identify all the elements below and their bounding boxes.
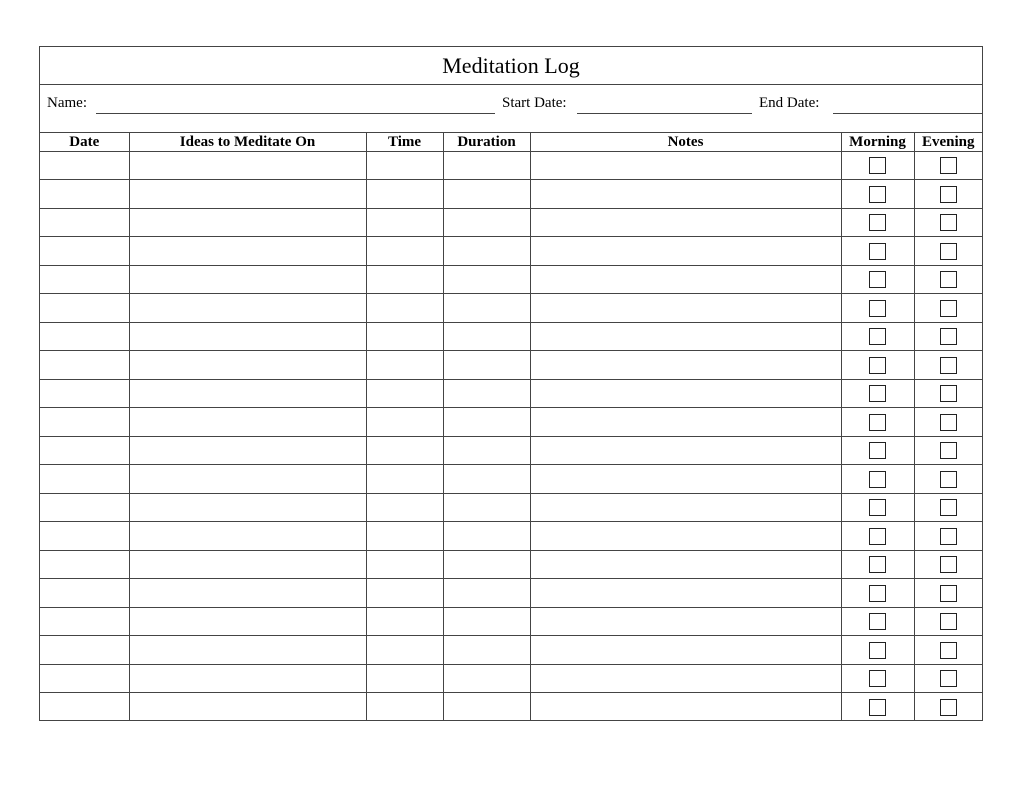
time-cell[interactable] — [366, 408, 443, 437]
date-cell[interactable] — [40, 237, 129, 266]
duration-cell[interactable] — [443, 180, 530, 209]
date-cell[interactable] — [40, 493, 129, 522]
morning-cell — [841, 208, 914, 237]
page-title: Meditation Log — [40, 47, 982, 85]
table-row — [40, 436, 982, 465]
table-row — [40, 237, 982, 266]
morning-checkbox[interactable] — [869, 385, 886, 402]
ideas-cell[interactable] — [129, 693, 366, 722]
morning-checkbox[interactable] — [869, 699, 886, 716]
evening-cell — [914, 180, 982, 209]
evening-cell — [914, 379, 982, 408]
table-row — [40, 351, 982, 380]
ideas-cell[interactable] — [129, 180, 366, 209]
end-date-label: End Date: — [759, 95, 820, 111]
date-cell[interactable] — [40, 208, 129, 237]
evening-cell — [914, 237, 982, 266]
time-cell[interactable] — [366, 237, 443, 266]
info-row — [40, 85, 982, 133]
time-cell[interactable] — [366, 436, 443, 465]
notes-cell[interactable] — [530, 237, 841, 266]
evening-checkbox[interactable] — [940, 214, 957, 231]
column-header-morning: Morning — [841, 133, 914, 151]
date-cell[interactable] — [40, 151, 129, 180]
date-cell[interactable] — [40, 636, 129, 665]
duration-cell[interactable] — [443, 436, 530, 465]
evening-cell — [914, 351, 982, 380]
morning-cell — [841, 265, 914, 294]
date-cell[interactable] — [40, 436, 129, 465]
morning-cell — [841, 636, 914, 665]
evening-checkbox[interactable] — [940, 670, 957, 687]
ideas-cell[interactable] — [129, 636, 366, 665]
table-row — [40, 579, 982, 608]
time-cell[interactable] — [366, 522, 443, 551]
ideas-cell[interactable] — [129, 436, 366, 465]
notes-cell[interactable] — [530, 465, 841, 494]
notes-cell[interactable] — [530, 579, 841, 608]
notes-cell[interactable] — [530, 522, 841, 551]
duration-cell[interactable] — [443, 493, 530, 522]
morning-checkbox[interactable] — [869, 414, 886, 431]
table-row — [40, 265, 982, 294]
evening-checkbox[interactable] — [940, 499, 957, 516]
evening-checkbox[interactable] — [940, 414, 957, 431]
morning-checkbox[interactable] — [869, 642, 886, 659]
time-cell[interactable] — [366, 664, 443, 693]
morning-checkbox[interactable] — [869, 585, 886, 602]
morning-cell — [841, 579, 914, 608]
notes-cell[interactable] — [530, 408, 841, 437]
time-cell[interactable] — [366, 636, 443, 665]
date-cell[interactable] — [40, 607, 129, 636]
evening-checkbox[interactable] — [940, 613, 957, 630]
morning-checkbox[interactable] — [869, 186, 886, 203]
morning-cell — [841, 379, 914, 408]
evening-checkbox[interactable] — [940, 243, 957, 260]
ideas-cell[interactable] — [129, 322, 366, 351]
notes-cell[interactable] — [530, 636, 841, 665]
table-row — [40, 408, 982, 437]
duration-cell[interactable] — [443, 351, 530, 380]
morning-cell — [841, 180, 914, 209]
evening-cell — [914, 408, 982, 437]
duration-cell[interactable] — [443, 265, 530, 294]
evening-cell — [914, 208, 982, 237]
duration-cell[interactable] — [443, 607, 530, 636]
table-row — [40, 636, 982, 665]
morning-checkbox[interactable] — [869, 157, 886, 174]
time-cell[interactable] — [366, 465, 443, 494]
column-header-time: Time — [366, 133, 443, 151]
morning-checkbox[interactable] — [869, 243, 886, 260]
notes-cell[interactable] — [530, 607, 841, 636]
evening-checkbox[interactable] — [940, 528, 957, 545]
morning-cell — [841, 550, 914, 579]
morning-checkbox[interactable] — [869, 300, 886, 317]
date-cell[interactable] — [40, 408, 129, 437]
date-cell[interactable] — [40, 465, 129, 494]
notes-cell[interactable] — [530, 208, 841, 237]
time-cell[interactable] — [366, 493, 443, 522]
evening-cell — [914, 322, 982, 351]
evening-checkbox[interactable] — [940, 357, 957, 374]
morning-cell — [841, 151, 914, 180]
log-table — [40, 133, 982, 721]
date-cell[interactable] — [40, 550, 129, 579]
time-cell[interactable] — [366, 265, 443, 294]
notes-cell[interactable] — [530, 180, 841, 209]
morning-cell — [841, 664, 914, 693]
table-row — [40, 180, 982, 209]
ideas-cell[interactable] — [129, 664, 366, 693]
notes-cell[interactable] — [530, 322, 841, 351]
duration-cell[interactable] — [443, 322, 530, 351]
date-cell[interactable] — [40, 693, 129, 722]
column-header-evening: Evening — [914, 133, 982, 151]
morning-checkbox[interactable] — [869, 556, 886, 573]
notes-cell[interactable] — [530, 351, 841, 380]
time-cell[interactable] — [366, 693, 443, 722]
time-cell[interactable] — [366, 208, 443, 237]
table-row — [40, 664, 982, 693]
morning-checkbox[interactable] — [869, 271, 886, 288]
morning-cell — [841, 322, 914, 351]
evening-cell — [914, 550, 982, 579]
morning-cell — [841, 465, 914, 494]
table-body — [40, 151, 982, 721]
evening-checkbox[interactable] — [940, 699, 957, 716]
ideas-cell[interactable] — [129, 265, 366, 294]
evening-checkbox[interactable] — [940, 385, 957, 402]
time-cell[interactable] — [366, 151, 443, 180]
table-row — [40, 294, 982, 323]
meditation-log-sheet — [39, 46, 983, 721]
morning-cell — [841, 237, 914, 266]
evening-checkbox[interactable] — [940, 556, 957, 573]
ideas-cell[interactable] — [129, 294, 366, 323]
ideas-cell[interactable] — [129, 379, 366, 408]
evening-cell — [914, 151, 982, 180]
evening-checkbox[interactable] — [940, 642, 957, 659]
column-header-ideas: Ideas to Meditate On — [129, 133, 366, 151]
morning-checkbox[interactable] — [869, 214, 886, 231]
ideas-cell[interactable] — [129, 237, 366, 266]
notes-cell[interactable] — [530, 294, 841, 323]
ideas-cell[interactable] — [129, 607, 366, 636]
duration-cell[interactable] — [443, 579, 530, 608]
morning-cell — [841, 693, 914, 722]
morning-cell — [841, 294, 914, 323]
morning-cell — [841, 436, 914, 465]
duration-cell[interactable] — [443, 151, 530, 180]
name-label: Name: — [47, 95, 87, 111]
table-header-row — [40, 133, 982, 151]
morning-cell — [841, 522, 914, 551]
notes-cell[interactable] — [530, 693, 841, 722]
duration-cell[interactable] — [443, 693, 530, 722]
time-cell[interactable] — [366, 322, 443, 351]
morning-cell — [841, 607, 914, 636]
table-row — [40, 493, 982, 522]
time-cell[interactable] — [366, 379, 443, 408]
notes-cell[interactable] — [530, 379, 841, 408]
evening-cell — [914, 607, 982, 636]
notes-cell[interactable] — [530, 151, 841, 180]
duration-cell[interactable] — [443, 237, 530, 266]
evening-cell — [914, 265, 982, 294]
date-cell[interactable] — [40, 180, 129, 209]
duration-cell[interactable] — [443, 208, 530, 237]
table-row — [40, 607, 982, 636]
morning-checkbox[interactable] — [869, 357, 886, 374]
column-header-date: Date — [40, 133, 129, 151]
morning-cell — [841, 493, 914, 522]
date-cell[interactable] — [40, 664, 129, 693]
duration-cell[interactable] — [443, 664, 530, 693]
end-date-field[interactable] — [833, 113, 982, 114]
ideas-cell[interactable] — [129, 465, 366, 494]
notes-cell[interactable] — [530, 493, 841, 522]
time-cell[interactable] — [366, 294, 443, 323]
ideas-cell[interactable] — [129, 151, 366, 180]
table-row — [40, 693, 982, 722]
evening-cell — [914, 579, 982, 608]
date-cell[interactable] — [40, 379, 129, 408]
morning-checkbox[interactable] — [869, 528, 886, 545]
notes-cell[interactable] — [530, 550, 841, 579]
evening-cell — [914, 493, 982, 522]
ideas-cell[interactable] — [129, 208, 366, 237]
evening-cell — [914, 636, 982, 665]
evening-cell — [914, 294, 982, 323]
table-row — [40, 465, 982, 494]
date-cell[interactable] — [40, 522, 129, 551]
evening-cell — [914, 436, 982, 465]
start-date-label: Start Date: — [502, 95, 567, 111]
ideas-cell[interactable] — [129, 408, 366, 437]
morning-checkbox[interactable] — [869, 328, 886, 345]
table-row — [40, 522, 982, 551]
table-row — [40, 550, 982, 579]
ideas-cell[interactable] — [129, 550, 366, 579]
date-cell[interactable] — [40, 579, 129, 608]
date-cell[interactable] — [40, 322, 129, 351]
evening-checkbox[interactable] — [940, 442, 957, 459]
duration-cell[interactable] — [443, 550, 530, 579]
evening-cell — [914, 664, 982, 693]
morning-cell — [841, 351, 914, 380]
morning-cell — [841, 408, 914, 437]
evening-checkbox[interactable] — [940, 471, 957, 488]
evening-cell — [914, 465, 982, 494]
notes-cell[interactable] — [530, 436, 841, 465]
morning-checkbox[interactable] — [869, 471, 886, 488]
column-header-duration: Duration — [443, 133, 530, 151]
time-cell[interactable] — [366, 607, 443, 636]
name-field[interactable] — [96, 113, 495, 114]
time-cell[interactable] — [366, 180, 443, 209]
evening-checkbox[interactable] — [940, 585, 957, 602]
evening-cell — [914, 693, 982, 722]
table-row — [40, 208, 982, 237]
evening-checkbox[interactable] — [940, 271, 957, 288]
duration-cell[interactable] — [443, 522, 530, 551]
duration-cell[interactable] — [443, 408, 530, 437]
ideas-cell[interactable] — [129, 351, 366, 380]
morning-checkbox[interactable] — [869, 613, 886, 630]
date-cell[interactable] — [40, 265, 129, 294]
evening-cell — [914, 522, 982, 551]
column-header-notes: Notes — [530, 133, 841, 151]
time-cell[interactable] — [366, 351, 443, 380]
evening-checkbox[interactable] — [940, 300, 957, 317]
ideas-cell[interactable] — [129, 579, 366, 608]
evening-checkbox[interactable] — [940, 186, 957, 203]
time-cell[interactable] — [366, 550, 443, 579]
evening-checkbox[interactable] — [940, 328, 957, 345]
table-row — [40, 379, 982, 408]
duration-cell[interactable] — [443, 294, 530, 323]
morning-checkbox[interactable] — [869, 442, 886, 459]
morning-checkbox[interactable] — [869, 670, 886, 687]
start-date-field[interactable] — [577, 113, 752, 114]
notes-cell[interactable] — [530, 664, 841, 693]
ideas-cell[interactable] — [129, 493, 366, 522]
duration-cell[interactable] — [443, 379, 530, 408]
duration-cell[interactable] — [443, 636, 530, 665]
notes-cell[interactable] — [530, 265, 841, 294]
evening-checkbox[interactable] — [940, 157, 957, 174]
table-row — [40, 151, 982, 180]
ideas-cell[interactable] — [129, 522, 366, 551]
table-row — [40, 322, 982, 351]
date-cell[interactable] — [40, 351, 129, 380]
date-cell[interactable] — [40, 294, 129, 323]
time-cell[interactable] — [366, 579, 443, 608]
morning-checkbox[interactable] — [869, 499, 886, 516]
duration-cell[interactable] — [443, 465, 530, 494]
